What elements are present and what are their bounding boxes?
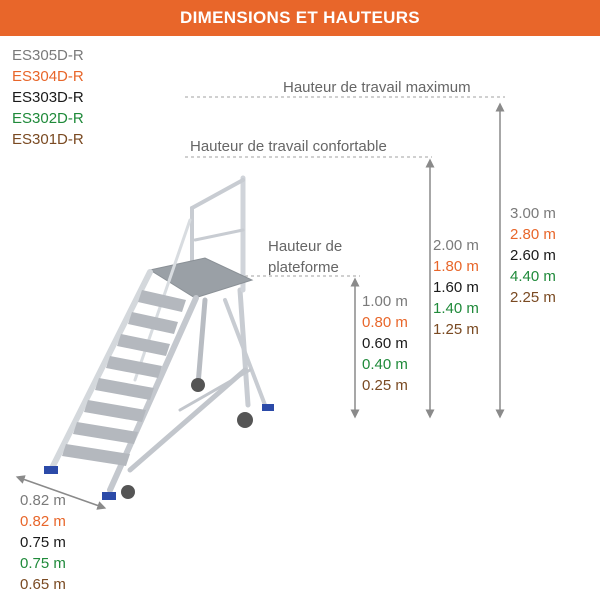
value-item: 0.82 m <box>20 492 66 509</box>
ladder-illustration <box>44 178 274 500</box>
comfort-height-label: Hauteur de travail confortable <box>190 138 387 155</box>
model-item: ES303D-R <box>12 89 84 106</box>
value-item: 2.60 m <box>510 247 556 264</box>
value-item: 2.00 m <box>433 237 479 254</box>
value-item: 0.65 m <box>20 576 66 593</box>
value-item: 1.80 m <box>433 258 479 275</box>
value-item: 0.75 m <box>20 555 66 572</box>
platform-height-values <box>362 291 408 396</box>
value-item: 3.00 m <box>510 205 556 222</box>
value-item: 2.25 m <box>510 289 556 306</box>
platform-label-line1: Hauteur de <box>268 238 343 255</box>
max-height-values <box>510 203 556 308</box>
model-item: ES305D-R <box>12 47 84 64</box>
value-item: 0.80 m <box>362 314 408 331</box>
value-item: 1.40 m <box>433 300 479 317</box>
value-item: 0.82 m <box>20 513 66 530</box>
value-item: 1.60 m <box>433 279 479 296</box>
header-title: DIMENSIONS ET HAUTEURS <box>180 8 420 27</box>
value-item: 2.80 m <box>510 226 556 243</box>
value-item: 0.75 m <box>20 534 66 551</box>
model-item: ES301D-R <box>12 131 84 148</box>
max-height-label: Hauteur de travail maximum <box>283 79 471 96</box>
value-item: 0.60 m <box>362 335 408 352</box>
comfort-height-values <box>433 235 479 340</box>
value-item: 0.25 m <box>362 377 408 394</box>
model-item: ES302D-R <box>12 110 84 127</box>
base-depth-values <box>20 490 66 595</box>
value-item: 1.25 m <box>433 321 479 338</box>
platform-height-label <box>268 236 342 278</box>
value-item: 0.40 m <box>362 356 408 373</box>
value-item: 1.00 m <box>362 293 408 310</box>
value-item: 4.40 m <box>510 268 556 285</box>
model-item: ES304D-R <box>12 68 84 85</box>
platform-label-line2: plateforme <box>268 259 339 276</box>
